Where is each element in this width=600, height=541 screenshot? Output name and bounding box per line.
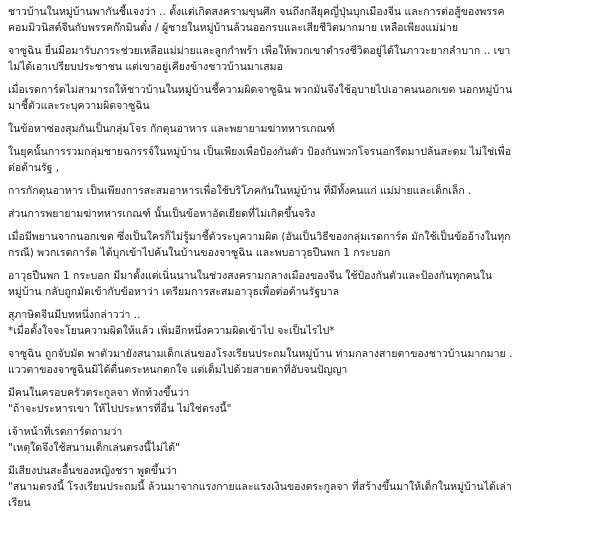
text-line: ต่อต้านรัฐ , bbox=[8, 162, 60, 174]
paragraph bbox=[8, 268, 596, 300]
text-line: จาซูฉิน ยื่นมือมารับภาระช่วยเหลือแม่ม่ายและลูกกำพร้า เพื่อให้พวกเขาดำรงชีวิตอยู่ได้ในภาวะยากลำบาก .. เขา bbox=[8, 45, 511, 57]
paragraph bbox=[8, 206, 596, 222]
text-line: ในข้อหาซ่องสุมกันเป็นกลุ่มโจร กักตุนอาหาร และพยายามฆ่าทหารเกณฑ์ bbox=[8, 123, 335, 135]
text-line: คอมมิวนิสต์จีนกับพรรคก๊กมินตั๋ง / ผู้ชายในหมู่บ้านล้วนออกรบและเสียชีวิตมากมาย เหลือเพียงแม่ม่าย bbox=[8, 22, 459, 34]
text-line: มีเสียงปนสะอื้นของหญิงชรา พูดขึ้นว่า bbox=[8, 465, 178, 477]
text-line: "ถ้าจะประหารเขา ให้ไปประหารที่อื่น ไม่ใช่ตรงนี้" bbox=[8, 403, 232, 415]
paragraph bbox=[8, 4, 596, 36]
text-line: แววตาของจาซูฉินมิได้ตื่นตระหนกตกใจ แต่เต็มไปด้วยสายตาที่อับจนปัญญา bbox=[8, 364, 348, 376]
text-line: มาชี้ตัวและระบุความผิดจาซูฉิน bbox=[8, 100, 150, 112]
paragraph bbox=[8, 346, 596, 378]
text-line: เรียน bbox=[8, 497, 31, 509]
paragraph bbox=[8, 183, 596, 199]
paragraph bbox=[8, 385, 596, 417]
text-line: ในยุคนั้นการรวมกลุ่มชายฉกรรจ์ในหมู่บ้าน เป็นเพียงเพื่อป้องกันตัว ป้องกันพวกโจรนอกรีตมาปล้นสะดม ไม่ใช่เพื่อ bbox=[8, 146, 511, 158]
paragraph bbox=[8, 43, 596, 75]
paragraph bbox=[8, 144, 596, 176]
text-line: ไม่ได้เอาเปรียบประชาชน แต่เขาอยู่เคียงข้างชาวบ้านมาเสมอ bbox=[8, 61, 283, 73]
text-line: กรณี) พวกเรดการ์ด ได้บุกเข้าไปค้นในบ้านของจาซูฉิน และพบอาวุธปืนพก 1 กระบอก bbox=[8, 247, 391, 259]
text-line: ชาวบ้านในหมู่บ้านพากันชี้แจงว่า .. ตั้งแต่เกิดสงครามขุนศึก จนถึงกลียุคญี่ปุ่นบุกเมืองจีน และการต่อสู้ของพรรค bbox=[8, 6, 505, 18]
paragraph bbox=[8, 229, 596, 261]
text-line: เมื่อมีพยานจากนอกเขต ซึ่งเป็นใครก็ไม่รู้มาชี้ตัวระบุความผิด (อันเป็นวิธีของกลุ่มเรดการ์ด มักใช้เป็นข้ออ้างในทุก bbox=[8, 231, 511, 243]
text-line: เจ้าหน้าที่เรดการ์ดถามว่า bbox=[8, 426, 123, 438]
text-line: หมู่บ้าน กลับถูกมัดเข้ากับข้อหาว่า เตรียมการสะสมอาวุธเพื่อต่อต้านรัฐบาล bbox=[8, 286, 340, 298]
paragraph bbox=[8, 121, 596, 137]
text-line: เมื่อเรดการ์ดไม่สามารถให้ชาวบ้านในหมู่บ้านชี้ความผิดจาซูฉิน พวกมันจึงใช้อุบายไปเอาคนนอกเขต นอกหมู่บ้าน bbox=[8, 84, 513, 96]
text-line: จาซูฉิน ถูกจับมัด พาตัวมายังสนามเด็กเล่นของโรงเรียนประถมในหมู่บ้าน ท่ามกลางสายตาของชาวบ้านมากมาย . bbox=[8, 348, 513, 360]
paragraph bbox=[8, 82, 596, 114]
text-line: อาวุธปืนพก 1 กระบอก มีมาตั้งแต่เนิ่นนานในช่วงสงครามกลางเมืองของจีน ใช้ป้องกันตัวและป้องกันทุกคนใน bbox=[8, 270, 493, 282]
paragraph bbox=[8, 463, 596, 511]
document-body bbox=[8, 4, 596, 518]
text-line: มีคนในครอบครัวตระกูลจา ทักท้วงขึ้นว่า bbox=[8, 387, 190, 399]
text-line: สุภาษิตจีนมีบทหนึ่งกล่าวว่า .. bbox=[8, 309, 141, 321]
paragraph bbox=[8, 307, 596, 339]
text-line: การกักตุนอาหาร เป็นเพียงการสะสมอาหารเพื่อใช้บริโภคกันในหมู่บ้าน ที่มีทั้งคนแก่ แม่ม่ายและเด็กเล็ก . bbox=[8, 185, 472, 197]
text-line: "เหตุใดจึงใช้สนามเด็กเล่นตรงนี้ไม่ได้" bbox=[8, 442, 180, 454]
text-line: ส่วนการพยายามฆ่าทหารเกณฑ์ นั้นเป็นข้อหาอัดเยียดที่ไม่เกิดขึ้นจริง bbox=[8, 208, 316, 220]
text-line: *เมื่อตั้งใจจะโยนความผิดให้แล้ว เพิ่มอีกหนึ่งความผิดเข้าไป จะเป็นไรไป* bbox=[8, 325, 335, 337]
paragraph bbox=[8, 424, 596, 456]
text-line: "สนามตรงนี้ โรงเรียนประถมนี้ ล้วนมาจากแรงกายและแรงเงินของตระกูลจา ที่สร้างขึ้นมาให้เด็กในหมู่บ้านได้เล่า bbox=[8, 481, 512, 493]
